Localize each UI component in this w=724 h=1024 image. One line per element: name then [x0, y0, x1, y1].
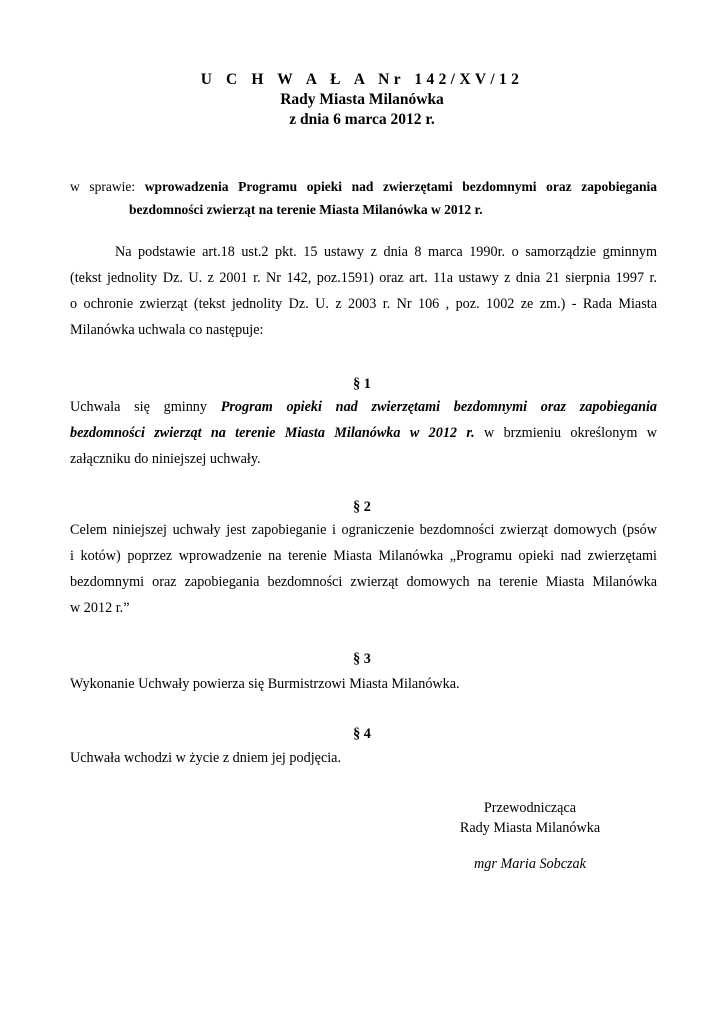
signatory-council: Rady Miasta Milanówka	[459, 820, 601, 836]
section-4-line: Uchwała wchodzi w życie z dniem jej podjęcia.	[70, 750, 342, 766]
legal-basis-line: (tekst jednolity Dz. U. z 2001 r. Nr 142, poz.1591) oraz art. 11a ustawy z dnia 21 sierpnia 1997 r.	[70, 270, 657, 286]
signature-block	[440, 798, 620, 874]
program-name-part-1: Program opieki nad zwierzętami bezdomnymi oraz zapobiegania	[220, 399, 658, 415]
section-3-text	[70, 671, 657, 697]
legal-basis-line: Na podstawie art.18 ust.2 pkt. 15 ustawy z dnia 8 marca 1990r. o samorządzie gminnym	[115, 244, 657, 260]
signatory-name: mgr Maria Sobczak	[474, 856, 586, 872]
legal-basis-paragraph	[70, 239, 657, 343]
section-2-line: Celem niniejszej uchwały jest zapobieganie i ograniczenie bezdomności zwierząt domowych (psów	[70, 522, 657, 538]
section-3-heading: § 3	[353, 651, 371, 667]
section-4-heading: § 4	[353, 726, 371, 742]
section-1-line: załączniku do niniejszej uchwały.	[70, 451, 261, 467]
section-2-line: w 2012 r.”	[70, 600, 130, 616]
section-1-line	[70, 420, 657, 446]
resolution-subject	[70, 175, 657, 221]
section-1-plain: w brzmieniu określonym w	[483, 425, 658, 441]
program-name-part-2: bezdomności zwierząt na terenie Miasta Milanówka w 2012 r.	[70, 425, 475, 441]
legal-basis-line: o ochronie zwierząt (tekst jednolity Dz. U. z 2003 r. Nr 106 , poz. 1002 ze zm.) - Rada Miasta	[70, 296, 657, 312]
resolution-date: z dnia 6 marca 2012 r.	[289, 111, 435, 128]
section-2-line: bezdomnymi oraz zapobiegania bezdomności zwierząt domowych na terenie Miasta Milanówka	[70, 574, 657, 590]
resolution-title: U C H W A Ł A Nr 142/XV/12	[200, 71, 524, 88]
section-4-text	[70, 745, 657, 771]
section-1-heading: § 1	[353, 376, 371, 392]
section-3-line: Wykonanie Uchwały powierza się Burmistrzowi Miasta Milanówka.	[70, 676, 460, 692]
subject-line-1	[70, 175, 657, 198]
council-name: Rady Miasta Milanówka	[280, 91, 444, 108]
section-2-text	[70, 517, 657, 621]
section-1-plain: Uchwala się gminny	[70, 399, 207, 415]
document-header	[0, 70, 724, 130]
subject-title-part-1: wprowadzenia Programu opieki nad zwierzętami bezdomnymi oraz zapobiegania	[144, 179, 658, 194]
section-2-heading: § 2	[353, 499, 371, 515]
subject-title-part-2: bezdomności zwierząt na terenie Miasta Milanówka w 2012 r.	[129, 202, 483, 217]
subject-lead: w sprawie:	[70, 179, 136, 194]
legal-basis-line: Milanówka uchwala co następuje:	[70, 322, 264, 338]
section-1-line	[70, 394, 657, 420]
section-2-line: i kotów) poprzez wprowadzenie na terenie Miasta Milanówka „Programu opieki nad zwierzętami	[70, 548, 657, 564]
section-1-text	[70, 394, 657, 472]
signatory-role: Przewodnicząca	[483, 800, 577, 816]
